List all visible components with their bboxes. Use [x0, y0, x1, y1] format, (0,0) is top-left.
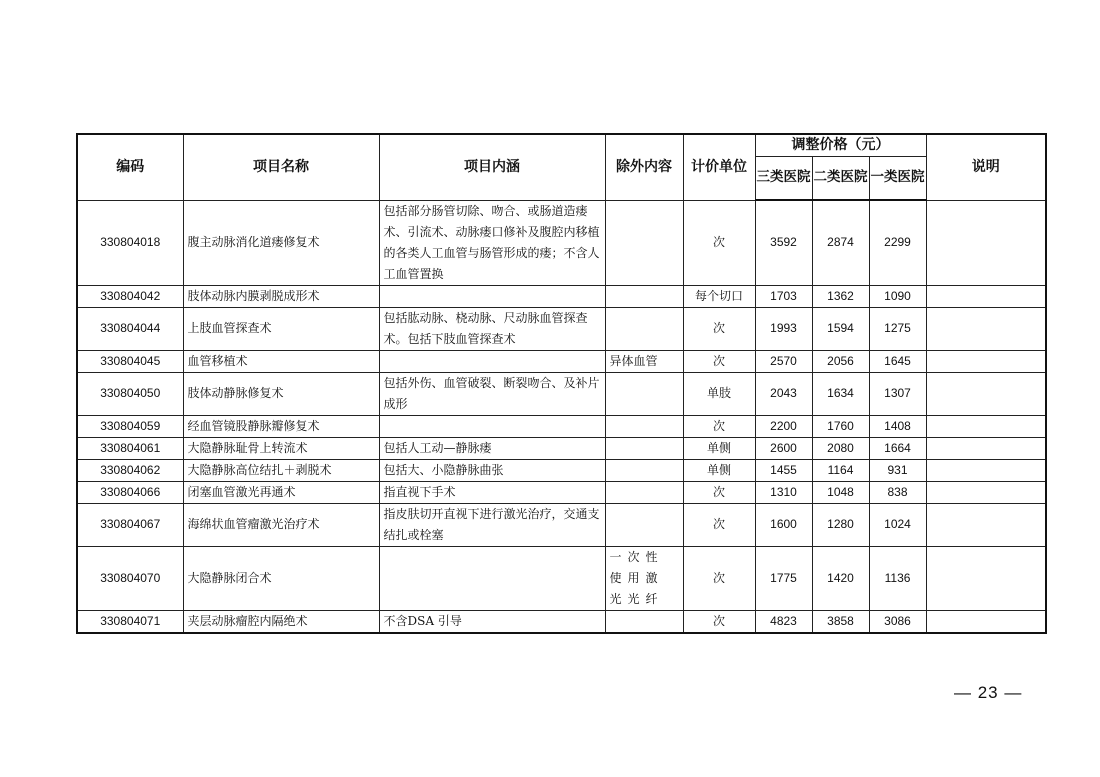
- row-item-content: [379, 415, 605, 437]
- row-item-name: 大隐静脉闭合术: [183, 546, 379, 610]
- table-row: [77, 546, 1046, 610]
- row-exclusion: [605, 372, 683, 415]
- row-code: 330804059: [77, 415, 183, 437]
- row-price-tier1: 1408: [869, 415, 926, 437]
- row-exclusion: [605, 503, 683, 546]
- row-item-name: 肢体动脉内膜剥脱成形术: [183, 285, 379, 307]
- row-price-tier2: 3858: [812, 610, 869, 633]
- row-item-name: 腹主动脉消化道瘘修复术: [183, 200, 379, 285]
- row-code: 330804070: [77, 546, 183, 610]
- header-pricing-unit: 计价单位: [683, 134, 755, 200]
- row-exclusion: [605, 437, 683, 459]
- row-price-tier2: 1362: [812, 285, 869, 307]
- row-item-name: 大隐静脉耻骨上转流术: [183, 437, 379, 459]
- row-price-tier1: 1136: [869, 546, 926, 610]
- header-adjusted-price: 调整价格（元）: [755, 134, 926, 156]
- row-price-tier3: 1600: [755, 503, 812, 546]
- header-tier3-hospital: 三类医院: [755, 156, 812, 200]
- row-pricing-unit: 单侧: [683, 437, 755, 459]
- row-item-name: 血管移植术: [183, 350, 379, 372]
- row-price-tier3: 2043: [755, 372, 812, 415]
- row-price-tier3: 1310: [755, 481, 812, 503]
- row-pricing-unit: 单肢: [683, 372, 755, 415]
- row-pricing-unit: 单侧: [683, 459, 755, 481]
- row-note: [926, 372, 1046, 415]
- row-price-tier1: 1307: [869, 372, 926, 415]
- row-price-tier2: 1164: [812, 459, 869, 481]
- row-price-tier1: 2299: [869, 200, 926, 285]
- table-row: [77, 503, 1046, 546]
- row-price-tier3: 1455: [755, 459, 812, 481]
- row-price-tier3: 2600: [755, 437, 812, 459]
- header-tier1-hospital: 一类医院: [869, 156, 926, 200]
- row-price-tier2: 1420: [812, 546, 869, 610]
- page-number: — 23 —: [954, 683, 1023, 702]
- table-row: [77, 372, 1046, 415]
- row-price-tier3: 1703: [755, 285, 812, 307]
- row-exclusion: [605, 307, 683, 350]
- row-price-tier2: 1280: [812, 503, 869, 546]
- row-note: [926, 285, 1046, 307]
- row-price-tier3: 1993: [755, 307, 812, 350]
- row-code: 330804061: [77, 437, 183, 459]
- row-item-content: 指皮肤切开直视下进行激光治疗，交通支结扎或栓塞: [379, 503, 605, 546]
- table-row: [77, 481, 1046, 503]
- header-tier2-hospital: 二类医院: [812, 156, 869, 200]
- header-exclusion: 除外内容: [605, 134, 683, 200]
- row-note: [926, 610, 1046, 633]
- table-row: [77, 437, 1046, 459]
- row-item-name: 海绵状血管瘤激光治疗术: [183, 503, 379, 546]
- row-pricing-unit: 次: [683, 307, 755, 350]
- row-item-content: 包括部分肠管切除、吻合、或肠道造瘘术、引流术、动脉瘘口修补及腹腔内移植的各类人工血管与肠管形成的瘘；不含人工血管置换: [379, 200, 605, 285]
- row-item-name: 经血管镜股静脉瓣修复术: [183, 415, 379, 437]
- row-price-tier2: 2080: [812, 437, 869, 459]
- row-exclusion: [605, 610, 683, 633]
- row-price-tier2: 1634: [812, 372, 869, 415]
- row-exclusion: 异体血管: [605, 350, 683, 372]
- row-note: [926, 459, 1046, 481]
- row-price-tier3: 1775: [755, 546, 812, 610]
- row-item-name: 大隐静脉高位结扎＋剥脱术: [183, 459, 379, 481]
- row-code: 330804066: [77, 481, 183, 503]
- row-pricing-unit: 次: [683, 200, 755, 285]
- table-body: [77, 200, 1046, 633]
- row-pricing-unit: 每个切口: [683, 285, 755, 307]
- row-price-tier1: 931: [869, 459, 926, 481]
- row-code: 330804071: [77, 610, 183, 633]
- row-item-content: 包括大、小隐静脉曲张: [379, 459, 605, 481]
- row-pricing-unit: 次: [683, 503, 755, 546]
- row-exclusion: 一次性使用激光光纤: [605, 546, 683, 610]
- row-pricing-unit: 次: [683, 415, 755, 437]
- row-item-content: 包括外伤、血管破裂、断裂吻合、及补片成形: [379, 372, 605, 415]
- row-price-tier2: 1594: [812, 307, 869, 350]
- row-pricing-unit: 次: [683, 610, 755, 633]
- row-note: [926, 481, 1046, 503]
- row-note: [926, 307, 1046, 350]
- row-item-content: 包括肱动脉、桡动脉、尺动脉血管探查术。包括下肢血管探查术: [379, 307, 605, 350]
- row-item-name: 肢体动静脉修复术: [183, 372, 379, 415]
- row-item-name: 上肢血管探查术: [183, 307, 379, 350]
- row-exclusion: [605, 200, 683, 285]
- row-price-tier2: 2056: [812, 350, 869, 372]
- table-row: [77, 285, 1046, 307]
- table-row: [77, 415, 1046, 437]
- row-item-content: [379, 285, 605, 307]
- row-item-content: 包括人工动—静脉瘘: [379, 437, 605, 459]
- row-price-tier1: 1024: [869, 503, 926, 546]
- row-note: [926, 437, 1046, 459]
- row-price-tier1: 1090: [869, 285, 926, 307]
- row-note: [926, 546, 1046, 610]
- row-item-content: 指直视下手术: [379, 481, 605, 503]
- row-price-tier2: 2874: [812, 200, 869, 285]
- table-header: [77, 134, 1046, 200]
- row-price-tier3: 2570: [755, 350, 812, 372]
- row-price-tier1: 1275: [869, 307, 926, 350]
- table-row: [77, 459, 1046, 481]
- price-adjustment-table: [76, 133, 1047, 634]
- table-row: [77, 350, 1046, 372]
- table-row: [77, 307, 1046, 350]
- row-note: [926, 503, 1046, 546]
- row-pricing-unit: 次: [683, 350, 755, 372]
- row-exclusion: [605, 285, 683, 307]
- row-exclusion: [605, 481, 683, 503]
- table-row: [77, 610, 1046, 633]
- row-code: 330804018: [77, 200, 183, 285]
- row-code: 330804067: [77, 503, 183, 546]
- row-code: 330804042: [77, 285, 183, 307]
- row-item-content: [379, 350, 605, 372]
- row-code: 330804044: [77, 307, 183, 350]
- row-exclusion: [605, 415, 683, 437]
- table-row: [77, 200, 1046, 285]
- header-item-content: 项目内涵: [379, 134, 605, 200]
- row-code: 330804050: [77, 372, 183, 415]
- row-price-tier3: 3592: [755, 200, 812, 285]
- row-item-content: [379, 546, 605, 610]
- row-note: [926, 200, 1046, 285]
- row-note: [926, 350, 1046, 372]
- row-price-tier2: 1760: [812, 415, 869, 437]
- row-price-tier1: 3086: [869, 610, 926, 633]
- header-note: 说明: [926, 134, 1046, 200]
- header-item-name: 项目名称: [183, 134, 379, 200]
- row-pricing-unit: 次: [683, 481, 755, 503]
- row-price-tier3: 2200: [755, 415, 812, 437]
- row-price-tier3: 4823: [755, 610, 812, 633]
- row-item-content: 不含DSA 引导: [379, 610, 605, 633]
- row-price-tier2: 1048: [812, 481, 869, 503]
- row-pricing-unit: 次: [683, 546, 755, 610]
- row-item-name: 夹层动脉瘤腔内隔绝术: [183, 610, 379, 633]
- row-price-tier1: 838: [869, 481, 926, 503]
- row-price-tier1: 1645: [869, 350, 926, 372]
- row-code: 330804045: [77, 350, 183, 372]
- header-code: 编码: [77, 134, 183, 200]
- row-item-name: 闭塞血管激光再通术: [183, 481, 379, 503]
- row-note: [926, 415, 1046, 437]
- row-code: 330804062: [77, 459, 183, 481]
- row-exclusion: [605, 459, 683, 481]
- row-price-tier1: 1664: [869, 437, 926, 459]
